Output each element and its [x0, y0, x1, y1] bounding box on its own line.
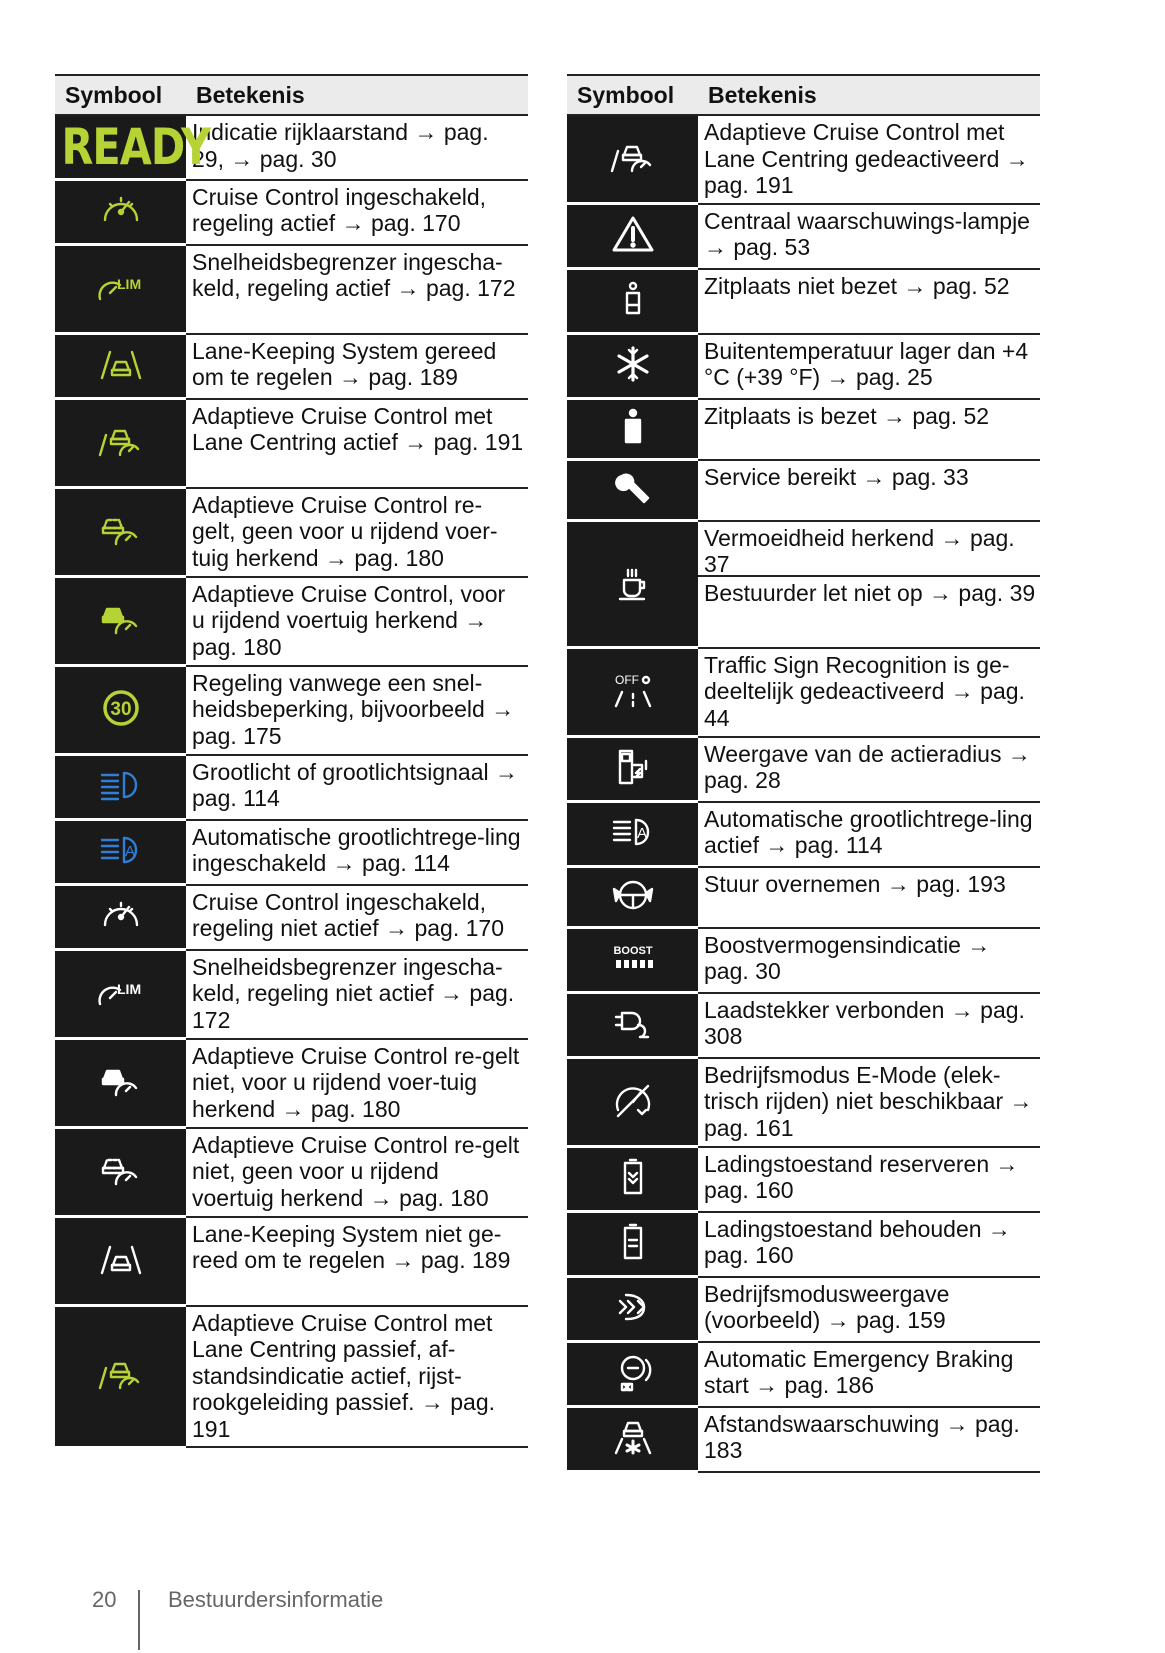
- table-row: [567, 1212, 1040, 1277]
- meaning-cell: [186, 1217, 528, 1306]
- meaning-cell: [186, 334, 528, 399]
- meaning-cell: [698, 928, 1040, 993]
- table-row: [55, 399, 528, 488]
- table-header-row: [567, 75, 1040, 115]
- header-symbol: Symbool: [55, 75, 186, 115]
- svg-text:OFF: OFF: [614, 672, 639, 687]
- boost-icon: [608, 938, 658, 978]
- meaning-text: Centraal waarschuwings-lampje → pag. 53: [704, 207, 1030, 260]
- symbol-cell: [567, 993, 698, 1058]
- meaning-cell: [698, 993, 1040, 1058]
- table-row: [567, 928, 1040, 993]
- meaning-cell: [698, 802, 1040, 867]
- symbol-cell: [55, 577, 186, 666]
- table-row: [55, 1217, 528, 1306]
- table-row: [55, 755, 528, 820]
- meaning-text: Automatische grootlichtrege-ling actief → pag. 114: [704, 805, 1033, 858]
- meaning-text: Automatic Emergency Braking start → pag. 186: [704, 1345, 1014, 1398]
- acc-vehicle-not-regulating-icon: [96, 1061, 146, 1101]
- meaning-text: Service bereikt → pag. 33: [704, 463, 969, 490]
- symbol-cell: [55, 1217, 186, 1306]
- table-row: [55, 488, 528, 577]
- wrench-icon: [608, 468, 658, 508]
- meaning-cell: [698, 1342, 1040, 1407]
- meaning-cell: [698, 648, 1040, 737]
- table-row: [567, 1147, 1040, 1212]
- acc-no-vehicle-icon: [96, 510, 146, 550]
- symbol-cell: [567, 399, 698, 460]
- lane-keeping-not-ready-icon: [96, 1239, 146, 1279]
- meaning-text: Zitplaats niet bezet → pag. 52: [704, 272, 1010, 299]
- acc-no-vehicle-not-regulating-icon: [96, 1150, 146, 1190]
- symbol-cell: [567, 115, 698, 204]
- table-row: [567, 204, 1040, 269]
- table-row: [55, 115, 528, 180]
- meaning-text: Afstandswaarschuwing → pag. 183: [704, 1410, 1020, 1463]
- meaning-text: Vermoeidheid herkend → pag. 37: [698, 522, 1040, 577]
- meaning-cell: [698, 1147, 1040, 1212]
- svg-text:LIM: LIM: [116, 275, 141, 292]
- table-row: [567, 737, 1040, 802]
- emode-unavailable-icon: [608, 1080, 658, 1120]
- meaning-text: Adaptieve Cruise Control, voor u rijdend voertuig herkend → pag. 180: [192, 580, 506, 660]
- table-row: [567, 802, 1040, 867]
- cruise-control-inactive-icon: [96, 895, 146, 935]
- meaning-text: Ladingstoestand reserveren → pag. 160: [704, 1150, 1019, 1203]
- header-meaning: Betekenis: [698, 75, 1040, 115]
- meaning-text: Bestuurder let niet op → pag. 39: [704, 579, 1036, 606]
- speed-limiter-inactive-icon: [91, 972, 151, 1012]
- meaning-cell: [698, 334, 1040, 399]
- table-row: [567, 399, 1040, 460]
- meaning-cell: [698, 521, 1040, 648]
- symbol-cell: [55, 1306, 186, 1448]
- meaning-text: Automatische grootlichtrege-ling ingeschakeld → pag. 114: [192, 823, 521, 876]
- symbol-cell: [55, 334, 186, 399]
- table-row: [55, 245, 528, 334]
- speed-limit-30-icon: [96, 688, 146, 728]
- meaning-cell: [698, 269, 1040, 334]
- section-title: Bestuurdersinformatie: [168, 1587, 384, 1612]
- symbol-cell: [567, 737, 698, 802]
- svg-text:LIM: LIM: [116, 980, 141, 997]
- meaning-text: Cruise Control ingeschakeld, regeling actief → pag. 170: [192, 183, 487, 236]
- meaning-text: Boostvermogensindicatie → pag. 30: [704, 931, 991, 984]
- symbol-cell: [55, 245, 186, 334]
- auto-high-beam-active-icon: [608, 812, 658, 852]
- table-row: [567, 1407, 1040, 1472]
- svg-text:BOOST: BOOST: [612, 944, 653, 957]
- symbol-table-right: [567, 74, 1040, 1473]
- meaning-cell: [698, 1407, 1040, 1472]
- symbol-cell: [567, 1342, 698, 1407]
- svg-text:A: A: [124, 842, 135, 860]
- symbol-cell: [55, 115, 211, 180]
- meaning-cell: [698, 867, 1040, 928]
- meaning-cell: [186, 755, 528, 820]
- meaning-text: Ladingstoestand behouden → pag. 160: [704, 1215, 1011, 1268]
- table-row: [567, 334, 1040, 399]
- symbol-cell: [55, 1039, 186, 1128]
- emergency-braking-icon: [608, 1352, 658, 1392]
- table-row: [567, 867, 1040, 928]
- symbol-cell: [567, 928, 698, 993]
- header-symbol: Symbool: [567, 75, 698, 115]
- table-row: [55, 885, 528, 950]
- table-row: [567, 1342, 1040, 1407]
- symbol-cell: [55, 180, 186, 245]
- table-row: [55, 820, 528, 885]
- symbol-cell: [567, 867, 698, 928]
- meaning-text: Adaptieve Cruise Control re-gelt, geen voor u rijdend voer-tuig herkend → pag. 180: [192, 491, 498, 571]
- table-row: [55, 180, 528, 245]
- meaning-text: Buitentemperatuur lager dan +4 °C (+39 °F) → pag. 25: [704, 337, 1029, 390]
- symbol-cell: [55, 885, 186, 950]
- meaning-text: Snelheidsbegrenzer ingescha-keld, regeling niet actief → pag. 172: [192, 953, 515, 1033]
- table-row: [55, 1306, 528, 1448]
- snowflake-icon: [608, 344, 658, 384]
- table-row: [567, 269, 1040, 334]
- table-row: [55, 1039, 528, 1128]
- ready-text-icon: READY: [61, 118, 211, 176]
- svg-text:30: 30: [109, 698, 132, 720]
- acc-lane-centring-deactivated-icon: [608, 137, 658, 177]
- symbol-cell: [55, 488, 186, 577]
- meaning-cell: [698, 737, 1040, 802]
- symbol-cell: [567, 1058, 698, 1147]
- auto-high-beam-icon: [96, 830, 146, 870]
- meaning-text: Snelheidsbegrenzer ingescha-keld, regeling actief → pag. 172: [192, 248, 516, 301]
- table-row: [567, 1277, 1040, 1342]
- symbol-table-left: [55, 74, 528, 1449]
- acc-lane-centring-passive-icon: [96, 1354, 146, 1394]
- symbol-cell: [55, 666, 186, 755]
- meaning-text: Grootlicht of grootlichtsignaal → pag. 114: [192, 758, 518, 811]
- meaning-text: Adaptieve Cruise Control met Lane Centring actief → pag. 191: [192, 402, 524, 455]
- table-header-row: [55, 75, 528, 115]
- meaning-text: Laadstekker verbonden → pag. 308: [704, 996, 1025, 1049]
- meaning-text: Adaptieve Cruise Control met Lane Centring gedeactiveerd → pag. 191: [704, 119, 1029, 198]
- footer-divider: [138, 1590, 140, 1650]
- symbol-cell: [55, 820, 186, 885]
- table-row: [55, 1128, 528, 1217]
- battery-hold-icon: [608, 1222, 658, 1262]
- meaning-cell: [698, 460, 1040, 521]
- battery-reserve-icon: [608, 1157, 658, 1197]
- table-row: [55, 577, 528, 666]
- range-display-icon: [608, 747, 658, 787]
- meaning-cell: [698, 1058, 1040, 1147]
- distance-warning-icon: [608, 1417, 658, 1457]
- meaning-text: Traffic Sign Recognition is ge-deeltelijk gedeactiveerd → pag. 44: [704, 651, 1025, 731]
- symbol-cell: [567, 521, 698, 648]
- charging-plug-icon: [608, 1003, 658, 1043]
- meaning-cell: [186, 115, 528, 180]
- meaning-cell: [698, 399, 1040, 460]
- speed-limiter-active-icon: [91, 267, 151, 307]
- meaning-text: Zitplaats is bezet → pag. 52: [704, 402, 990, 429]
- meaning-text: Weergave van de actieradius → pag. 28: [704, 740, 1031, 793]
- symbol-cell: [55, 950, 186, 1039]
- table-row: [567, 460, 1040, 521]
- meaning-cell: [186, 180, 528, 245]
- meaning-text: Lane-Keeping System gereed om te regelen → pag. 189: [192, 337, 497, 390]
- high-beam-icon: [96, 765, 146, 805]
- acc-vehicle-detected-icon: [96, 599, 146, 639]
- table-row: [567, 521, 1040, 648]
- warning-triangle-icon: [608, 214, 658, 254]
- symbol-cell: [567, 1147, 698, 1212]
- meaning-text: Regeling vanwege een snel-heidsbeperking, bijvoorbeeld → pag. 175: [192, 669, 515, 749]
- seat-unoccupied-icon: [608, 279, 658, 319]
- symbol-cell: [55, 755, 186, 820]
- steering-wheel-hands-icon: [608, 875, 658, 915]
- meaning-text: Indicatie rijklaarstand → pag. 29, → pag. 30: [192, 119, 489, 172]
- meaning-cell: [186, 820, 528, 885]
- meaning-text: Adaptieve Cruise Control re-gelt niet, voor u rijdend voer-tuig herkend → pag. 180: [192, 1042, 520, 1122]
- symbol-cell: [567, 334, 698, 399]
- meaning-cell: [186, 885, 528, 950]
- table-row: [55, 950, 528, 1039]
- meaning-cell: [698, 204, 1040, 269]
- table-row: [567, 993, 1040, 1058]
- acc-lane-centring-active-icon: [96, 421, 146, 461]
- meaning-cell: [186, 950, 528, 1039]
- symbol-cell: [567, 460, 698, 521]
- coffee-cup-icon: [608, 562, 658, 602]
- symbol-cell: [55, 1128, 186, 1217]
- cruise-control-active-icon: [96, 190, 146, 230]
- symbol-cell: [567, 802, 698, 867]
- symbol-cell: [567, 1277, 698, 1342]
- meaning-text: Lane-Keeping System niet ge-reed om te regelen → pag. 189: [192, 1220, 511, 1273]
- meaning-text: Adaptieve Cruise Control re-gelt niet, geen voor u rijdend voertuig herkend → pag. 180: [192, 1131, 520, 1211]
- traffic-sign-off-icon: [608, 670, 658, 710]
- meaning-cell: [186, 1128, 528, 1217]
- meaning-cell: [186, 1306, 528, 1448]
- symbol-cell: [567, 1407, 698, 1472]
- meaning-cell: [186, 399, 528, 488]
- svg-text:A: A: [636, 824, 647, 842]
- meaning-cell: [698, 1212, 1040, 1277]
- meaning-text: Cruise Control ingeschakeld, regeling niet actief → pag. 170: [192, 888, 504, 941]
- meaning-cell: [186, 666, 528, 755]
- meaning-cell: [186, 488, 528, 577]
- table-row: [567, 1058, 1040, 1147]
- meaning-text: Bedrijfsmodus E-Mode (elek-trisch rijden) niet beschikbaar → pag. 161: [704, 1061, 1033, 1141]
- symbol-cell: [567, 1212, 698, 1277]
- meaning-cell: [698, 115, 1040, 204]
- table-row: [55, 666, 528, 755]
- meaning-cell: [186, 577, 528, 666]
- table-row: [567, 115, 1040, 204]
- meaning-cell: [186, 245, 528, 334]
- meaning-text: Adaptieve Cruise Control met Lane Centring passief, af-standsindicatie actief, rijst-rookgeleiding passief. → pag. 191: [192, 1309, 496, 1442]
- symbol-cell: [567, 269, 698, 334]
- lane-keeping-ready-icon: [96, 344, 146, 384]
- seat-occupied-icon: [608, 407, 658, 447]
- meaning-cell: [186, 1039, 528, 1128]
- drive-mode-icon: [608, 1287, 658, 1327]
- table-row: [55, 334, 528, 399]
- symbol-cell: [55, 399, 186, 488]
- meaning-cell: [698, 1277, 1040, 1342]
- page-number: 20: [92, 1587, 117, 1612]
- table-row: [567, 648, 1040, 737]
- header-meaning: Betekenis: [186, 75, 528, 115]
- symbol-cell: [567, 648, 698, 737]
- meaning-text: Bedrijfsmodusweergave (voorbeeld) → pag. 159: [704, 1280, 950, 1333]
- symbol-cell: [567, 204, 698, 269]
- meaning-text: Stuur overnemen → pag. 193: [704, 870, 1006, 897]
